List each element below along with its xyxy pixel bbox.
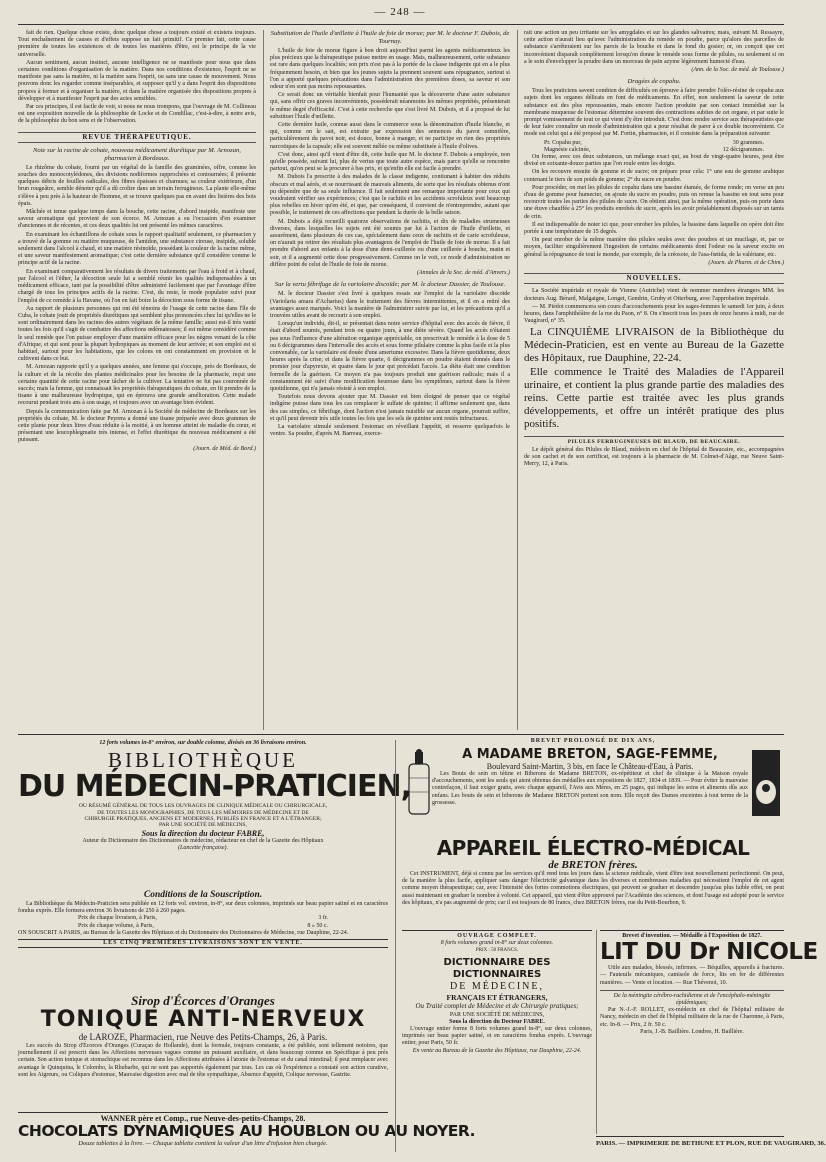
- prescription-dose: 30 grammes.: [732, 139, 764, 146]
- article-source: (Ann. de la Soc. de méd. de Toulouse.): [691, 67, 784, 74]
- conditions-title: Conditions de la Souscription.: [143, 890, 263, 900]
- price-value: 8 » 50 c.: [307, 922, 328, 929]
- dict-subtitle: DE MÉDECINE,: [450, 980, 544, 992]
- bibliotheque-ad: [18, 740, 411, 890]
- livraisons-notice: LES CINQ PREMIÈRES LIVRAISONS SONT EN VENTE.: [18, 939, 388, 948]
- ad-column-divider: [596, 930, 597, 1134]
- meningite-text: Par N.-J.-F. ROLLET, ex-médecin en chef de l'hôpital militaire de Nancy, médecin en chef de l'hôpital militaire de la rue de Charonne, à Paris, etc. In-8. — Prix, 2 fr. 50 c.: [600, 1007, 784, 1028]
- ad-volume-note: 12 forts volumes in-8° environ, sur double colonne, divisés en 36 livraisons environ.: [99, 740, 307, 746]
- article-paragraph: En examinant les échantillons de cohate sous le rapport qualitatif seulement, ce pharmacien y a trouvé de la gomme ou matière muqueuse, de l'amidon, une substance cireuse, insipide, soluble seulement dans l'alcool à chaud, et une matière résinoïde, possédant la couleur de la racine même, et une saveur manifestement aromatique; c'est cette dernière substance qu'il considère comme le principe actif de la racine.: [18, 231, 256, 267]
- price-row: [18, 923, 388, 930]
- article-paragraph: Mâchée et tenue quelque temps dans la bouche, cette racine, d'abord insipide, manifeste une saveur aromatique qui provient de son écorce. M. Arnozan a eu l'occasion d'en examiner d'anciennes et de récentes, et ces deux qualités lui ont présenté les mêmes caractères.: [18, 209, 256, 230]
- dict-origin: FRANÇAIS ET ÉTRANGERS,: [446, 992, 548, 1002]
- news-paragraph: — M. Piédot commencera son cours d'accouchements pour les sages-femmes le samedi 1er juin, à deux heures, dans l'amphithéâtre de la rue du Paon, n° 8. On s'inscrit tous les jours de onze heures à midi, rue de Vaugirard, n° 35.: [524, 303, 784, 325]
- pilules-paragraph: Le dépôt général des Pilules de Blaud, médecin en chef de l'hôpital de Beaucaire, etc., accompagnées de son cachet et de son certificat, est toujours à la pharmacie de M. Colmet-d'Aâge, rue Neuve Saint-Merry, 12, à Paris.: [524, 446, 784, 467]
- breton-name: A MADAME BRETON, SAGE-FEMME,: [462, 747, 718, 762]
- sirop-text: Les succès du Sirop d'Écorces d'Oranges (Curaçao de Hollande), dont la formule, toujours constante, a été publiée, sont tellement notoires, que journellement il est prescrit dans les Affections nerveuses vagues comme un puissant auxiliaire, et dans beaucoup comme un Spécifique à peu près certain. Son action tonique et stomachique est reconnue dans les Affections attribuées à l'atonie de l'estomac et du canal intestinal; il peut remplacer avec avantage le Quinquina, le Colombo, la Rhubarbe, qui ne sont pas supportés également par tous. Les cas où l'expérience a constaté son action curative, sont les Aigreurs, ou Coliques d'estomac, Mauvaise digestion avec mal de tête sympathique, Absence d'appétit, Colique nerveuse, Gastrite.: [18, 1043, 388, 1078]
- sirop-ad: [18, 994, 388, 1114]
- header-rule: [18, 24, 784, 25]
- lit-text: Utile aux malades, blessés, infirmes. — Béquilles, appareils à fractures. — Fauteuils mécaniques, camisole de force, lits en fer de différentes manières. — Vente et location. — Rue Thévenot, 10.: [600, 965, 784, 986]
- meningite-publisher: Paris, J.-B. Baillière. Londres, H. Baillière.: [640, 1028, 744, 1035]
- article-paragraph: Depuis la communication faite par M. Arnozan à la Société de médecine de Bordeaux sur les propriétés du cohate, M. le docteur Peyrera a donné une tisane préparée avec deux grammes de cette plante pour deux litres d'eau réduite à la moitié, à un homme atteint de maladie du cœur, et présentant une leucophlegmatie très intense, et l'effet diurétique du nouveau médicament a été puissant.: [18, 408, 256, 444]
- article-paragraph: Cette dernière huile, connue aussi dans le commerce sous la dénomination d'huile blanche, et qui, comme on le sait, est extraite par expression des semences du pavot somnifère, particulièrement du pavot noir, est douce, bonne à manger, et ne participe en rien des propriétés narcotiques de la capsule; elle est souvent mêlée ou même substituée à l'huile d'olives.: [270, 122, 510, 150]
- lit-brevet: Brevet d'invention. — Médaille à l'Exposition de 1827.: [622, 933, 762, 939]
- dict-traite: Ou Traité complet de Médecine et de Chirurgie pratiques;: [415, 1001, 579, 1010]
- article-paragraph: L'huile de foie de morue figure à bon droit aujourd'hui parmi les agents médicamenteux les plus précieux que la thérapeutique puisse mettre en usage. Mais, malheureusement, cette substance est rare dans quelques localités; son prix n'est pas à la portée de la classe indigente qui en a le plus fréquemment besoin, et bien que les jeunes sujets la prennent souvent sans répugnance, surtout si l'on a apporté quelques précautions dans l'administration des premières doses, sa saveur et son odeur n'en sont pas moins repoussantes.: [270, 48, 510, 91]
- ad-lancette: (Lancette française).: [178, 845, 228, 852]
- column-divider: [517, 30, 518, 730]
- article-paragraph: Toutefois nous devons ajouter que M. Dassier est bien éloigné de penser que ce végétal indigène puisse dans tous les cas remplacer le sulfate de quinine; il affirme seulement que, dans des cas simples, ce fébrifuge, dont l'action n'est jamais nuisible sur aucun organe, pourrait suffire, et qu'il peut devenir très utile toutes les fois que les sels de quinine sont restés infructueux.: [270, 394, 510, 422]
- price-row: [18, 915, 388, 922]
- article-title: Dragées de copahu.: [627, 78, 681, 86]
- article-source: (Annales de la Soc. de méd. d'Anvers.): [416, 270, 510, 277]
- article-paragraph: On les recouvre ensuite de gomme et de sucre; on prépare pour cela: 1° une eau de gomme arabique contenant le tiers de son poids de gomme; 2° du sucre en poudre.: [524, 169, 784, 183]
- article-paragraph: Il est indispensable de noter ici que, pour enrober les pilules, la bassine dans laquelle on opère doit être portée à une température de 15 degrés.: [524, 221, 784, 236]
- breton-ad: [402, 738, 784, 838]
- column-divider: [263, 30, 264, 730]
- dict-volumes: 8 forts volumes grand in-8° sur deux colonnes.: [440, 940, 554, 947]
- article-paragraph: La variolaire stimule seulement l'estomac en réveillant l'appétit, et resserre quelquefois le ventre. Sa poudre, d'après M. Barreau, exerce-: [270, 423, 510, 438]
- bout-de-sein-icon: [750, 748, 782, 818]
- chocolat-text: Douze tablettes à la livre. — Chaque tablette contient la valeur d'un litre d'infusion bien chargée.: [78, 1140, 328, 1147]
- philosophy-paragraph: Aucun sentiment, aucun instinct, aucune intelligence ne se manifeste pour nous que dans certaines conditions d'organisation de la matière. Dans nos conditions d'existence, l'esprit ne se manifeste pas sans la matière, ni la matière sans l'esprit, ou sans une cause de mouvement. Nous pouvons donc les regarder comme inséparables, et supposer qu'il y a dans l'esprit des dispositions propres à former et à organiser la matière, et dans la matière organisée des dispositions propres à développer et à manifester l'esprit par des actes sensibles.: [18, 59, 256, 102]
- appareil-maker: de BRETON frères.: [548, 859, 638, 871]
- meningite-title: De la méningite cérébro-rachidienne et de l'encéphalo-méningite épidémiques;: [600, 990, 784, 1007]
- prescription-item: Magnésie calcinée,: [544, 146, 591, 153]
- price-label: Prix de chaque livraison, à Paris,: [78, 915, 157, 922]
- article-paragraph: M. Dubois a déjà recueilli quatorze observations de rachitis, et dix de maladies strumeuses diverses, dans lesquelles les sujets ont été soumis par lui à l'action de l'huile d'œillette, et assurément, dans plusieurs de ces cas, spécialement dans ceux de rachitis et de carie scrofuleuse, on n'aurait pu retirer des résultats plus avantageux de l'emploi de l'huile de foie de morue. Il a fait prendre d'abord aux enfants à la dose d'une demi-cuillerée ou d'une cuillerée à bouche, matin et soir, et il a augmenté cette dose progressivement. Comme on le voit, ce mode d'administration ne diffère point de celui de l'huile de foie de morue.: [270, 218, 510, 268]
- article-paragraph: Tous les praticiens savent combien de difficultés on éprouve à faire prendre l'oléo-résine de copahu aux sujets dont les organes délicats en font de médicaments. En effet, non seulement la saveur de cette substance est des plus repoussantes, mais encore l'action produite par son contact immédiat sur la membrane muqueuse de l'estomac détermine souvent des contractions subites de cet organe, et par suite le prompt vomissement de tout ce qui vient d'y être introduit. C'est donc rendre service aux thérapeutistes que de leur faire connaître un mode d'administration qui a pour résultat de parer à ce double inconvénient. Ce mode est celui qui a été proposé par M. Fortin, pharmacien, et il consiste dans la préparation suivante:: [524, 88, 784, 138]
- dict-direction: Sous la direction du Docteur FABRE.: [449, 1018, 545, 1025]
- breton-text: Les Bouts de sein en tétine et Biberons de Madame BRETON, ex-répétiteur et chef de clinique à la Maison royale d'accouchements, sont les seuls qui aient obtenus des médailles aux expositions de 1827, 1834 et 1839. — Pour éviter la mauvaise contrefaçon, il faut exiger gratis, avec chaque appareil, l'Avis aux Mères, en 25 pages, qui indique les soins et aliments dûs aux enfans. Les bouts de sein et biberons de Madame BRETON portent son nom. Elle reçoit des Dames enceintes à tout terme de la grossesse.: [432, 771, 748, 806]
- ad-author: Auteur du Dictionnaire des Dictionnaires de médecine, rédacteur en chef de la Gazette des Hôpitaux: [82, 837, 324, 844]
- ad-title-medecin-praticien: DU MÉDECIN-PRATICIEN,: [18, 769, 411, 805]
- article-paragraph: Ce serait donc un véritable bienfait pour l'humanité que la découverte d'une autre substance qui, sans offrir ces graves inconvénients, posséderait néanmoins les mêmes propriétés, présenterait le même degré d'efficacité. C'est à cette recherche que s'est livré M. Dubois, et il a proposé de lui substituer l'huile d'œillette.: [270, 92, 510, 120]
- philosophy-paragraph: Par ces principes, il est facile de voir, si nous ne nous trompons, que l'ouvrage de M. Collineau est une exposition nouvelle de la philosophie de Locke et de Condillac, c'est-à-dire, à notre avis, de la philosophie du bon sens et de l'observation.: [18, 104, 256, 125]
- article-paragraph: C'est donc, ainsi qu'il vient d'être dit, cette huile que M. le docteur F. Dubois a employée, non qu'elle possède, suivant lui, plus de vertus que toute autre espèce, mais parce qu'elle se rencontre partout, qu'on peut se la procurer à bas prix, et qu'enfin elle est facile à prendre.: [270, 151, 510, 173]
- article-paragraph: Au rapport de plusieurs personnes qui ont été témoins de l'usage de cette racine dans l'île de Cuba, le cohate jouit de propriétés diurétiques qui semblent plus prononcées chez lui qu'elles ne le sont ordinairement dans les racines des autres végétaux de la même famille; aussi est-il très vanté toutes les fois qu'il s'agit de combattre des affections œdémateuses; il est même considéré comme le seul remède que l'on puisse employer d'une manière efficace pour les nègres venant de la côte d'Afrique, et qui sont pour la plupart hydropiques au moment de leur arrivée; et son emploi est si habituel, surtout pour les habitations, que les colons en ont constamment en provision et le cultivent dans ce but.: [18, 305, 256, 363]
- biberon-icon: [406, 748, 432, 818]
- dict-vente: En vente au Bureau de la Gazette des Hôpitaux, rue Dauphine, 22-24.: [412, 1047, 582, 1054]
- article-paragraph: M. Dubois l'a prescrite à des malades de la classe indigente, contiunant à habiter des réduits obscurs et mal aérés, et se nourrissant de mauvais aliments, de sorte que les résultats obtenus n'ont pu dépendre que de sa seule influence. Il fait seulement une remarque importante pour ceux qui voudraient vérifier ses expériences; c'est que le rachitis et les accidents scrofuleux sont beaucoup plus rebelles en hiver qu'en été, et que, par conséquent, il convient de n'entreprendre, autant que possible, le traitement de ces affections que pendant la durée de la belle saison.: [270, 174, 510, 217]
- article-paragraph: M. le docteur Dassier s'est livré à quelques essais sur l'emploi de la variolaire discoïde (Variolaria amara d'Acharius) dans le traitement des fièvres intermittentes, et il en a retiré des avantages assez marqués. Voici la manière de l'administrer suivie par lui, et les précautions qu'il a trouvées utiles avant de recourir à son emploi.: [270, 291, 510, 319]
- article-paragraph: M. Arnozan rapporte qu'il y a quelques années, une femme qui s'occupe, près de Bordeaux, de la culture et de la récolte des plantes médicinales pour les besoins de la pharmacie, reçut une certaine quantité de cette racine pour tâcher de la cultiver. La tentative ne fut pas couronnée de succès; mais la femme, qui connaissait les propriétés thérapeutiques du cohate, en fit prendre de la tisane à une malheureuse hydropique, qui en éprouva une grande amélioration. Cette malade recourut pendant trois ans à son usage, et toujours avec un avantage bien évident.: [18, 364, 256, 407]
- ad-title-bibliotheque: BIBLIOTHÈQUE: [108, 748, 298, 773]
- livraison-notice: Elle commence le Traité des Maladies de l'Appareil urinaire, et contient la plus grande partie des maladies des reins. Cette partie est traitée avec les plus grands développements, et offre un intérêt pratique des plus positifs.: [524, 366, 784, 431]
- dict-complete: OUVRAGE COMPLET.: [457, 933, 537, 939]
- footer: [596, 1136, 826, 1155]
- ad-subtitle: PAR UNE SOCIÉTÉ DE MÉDECINS,: [159, 822, 247, 829]
- article-paragraph: rait une action un peu irritante sur les amygdales et sur les glandes salivaires; mais, suivant M. Ressayre, cette action n'aurait lieu qu'avec l'administration du remède en poudre, parce qu'alors des parcelles de substance s'arrêteraient sur les parois de la bouche et dans le fond du gosier; or, on conçoit que cet inconvénient disparaît complètement lorsqu'on donne le remède sous forme de pilules, ou seulement si on a le soin d'envelopper la poudre dans un morceau de pain azyme légèrement humecté d'eau.: [524, 30, 784, 65]
- article-title: Substitution de l'huile d'œillette à l'huile de foie de morue; par M. le docteur F. Dubois, de Tournay.: [270, 30, 510, 45]
- ad-subtitle: OU RÉSUMÉ GÉNÉRAL DE TOUS LES OUVRAGES DE CLINIQUE MÉDICALE OU CHIRURGICALE,: [78, 803, 328, 810]
- prescription-dose: 12 décigrammes.: [722, 146, 764, 153]
- article-paragraph: On forme, avec ces deux substances, un mélange exact qui, au bout de vingt-quatre heures, peut être divisé en soixante-douze parties que l'on roule entre les doigts.: [524, 154, 784, 168]
- sirop-headline: TONIQUE ANTI-NERVEUX: [40, 1007, 366, 1032]
- conditions-text: La Bibliothèque du Médecin-Praticien sera publiée en 12 forts vol. environ, in-8°, sur deux colonnes, imprimés sur beau papier satiné et en caractères fondus exprès. Elle formera environ 36 livraisons de 250 à 260 pages.: [18, 901, 388, 915]
- news-paragraph: La Société impériale et royale de Vienne (Autriche) vient de nommer membres étrangers MM. les docteurs Aug. Bérard, Malgaigne, Longet, Gendrin, Gruby et Otterburg, avec l'approbation impériale.: [524, 288, 784, 302]
- dict-society: PAR UNE SOCIÉTÉ DE MÉDECINS,: [449, 1011, 545, 1018]
- breton-ad-body: [432, 747, 748, 807]
- printer-imprint: PARIS. — IMPRIMERIE DE BETHUNE ET PLON, RUE DE VAUGIRARD, 36.: [596, 1140, 826, 1147]
- pilules-title: PILULES FERRUGINEUSES DE BLAUD, DE BEAUCAIRE.: [524, 436, 784, 446]
- prescription-line: [524, 140, 784, 147]
- article-column-2: [270, 30, 510, 730]
- ad-direction: Sous la direction du docteur FABRE,: [141, 828, 265, 838]
- lit-ad: [600, 930, 818, 1135]
- sirop-address: de LAROZE, Pharmacien, rue Neuve des Petits-Champs, 26, à Paris.: [78, 1032, 328, 1042]
- page-number: — 248 —: [374, 6, 426, 18]
- ad-subtitle: DE TOUTES LES MONOGRAPHIES, DE TOUS LES MÉMOIRES DE MÉDECINE ET DE: [97, 809, 309, 816]
- ad-subtitle: CHIRURGIE PRATIQUES, ANCIENS ET MODERNES, PUBLIÉS EN FRANCE ET A L'ÉTRANGER;: [84, 816, 322, 823]
- section-heading: REVUE THÉRAPEUTIQUE.: [18, 132, 256, 143]
- philosophy-paragraph: fait de rien. Quelque chose existe, donc quelque chose a toujours existé et existera toujours. Tout enchaînement de causes et d'effets suppose un fait primitif. Ce premier fait, cette cause première de toutes les existences et de toutes les manières d'être, est le principe de la vie universelle.: [18, 30, 256, 58]
- bibliotheque-conditions: [18, 890, 388, 990]
- sirop-title: Sirop d'Écorces d'Oranges: [131, 993, 275, 1008]
- appareil-title: APPAREIL ÉLECTRO-MÉDICAL: [436, 836, 750, 860]
- article-paragraph: Lorsqu'un individu, dit-il, se présentait dans notre service d'hôpital avec des accès de fièvre, il était d'abord soumis, pendant trois ou quatre jours, à une diète sévère. Quand les accès n'étaient pas sous l'influence d'une altération organique appréciable, on prescrivait le remède à la dose de 5 ou 6 décigrammes dans l'intervalle des accès et sous forme pilulaire comme la plus facile et la plus convenable, car la variolaire est douée d'une amertume excessive. Dans la fièvre quotidienne, deux heures après la crise; et dans la fièvre quarte, 6 décigrammes en poudre étaient donnés dans le premier jour d'apyrexie, et quatre dans le jour qui précédait l'accès. La diète était une condition formelle de la guérison. Ce moyen n'a pas toujours produit une guérison radicale; mais il a constamment été suivi d'une modification heureuse dans les symptômes, surtout dans la fièvre quotidienne, qui n'a jamais résisté à son emploi.: [270, 321, 510, 392]
- article-source: (Journ. de Méd. de Bord.): [193, 445, 256, 452]
- dict-title: DICTIONNAIRE DES DICTIONNAIRES: [443, 956, 551, 980]
- appareil-ad: [402, 838, 784, 928]
- breton-brevet: BREVET PROLONGÉ DE DIX ANS,: [530, 738, 656, 744]
- article-paragraph: Pour procéder, on met les pilules de copahu dans une bassine étamée, de forme ronde; on verse un peu d'eau de gomme pour humecter, on ajoute du sucre en poudre, puis on remue la bassine en tout sens pour recouvrir toutes les parties des pilules de sucre. On obtient ainsi, par la même opération, puis on porte dans une étuve chauffée à 25° les produits enrobés de sucre, après les avoir préalablement disposés sur un tamis de crin.: [524, 184, 784, 220]
- lit-title: LIT DU Dr NICOLE: [600, 939, 818, 966]
- section-heading: NOUVELLES.: [524, 273, 784, 284]
- chocolat-headline: CHOCOLATS DYNAMIQUES AU HOUBLON OU AU NOYER.: [18, 1122, 476, 1140]
- prescription-item: Pr. Copahu pur,: [544, 139, 582, 146]
- dictionnaire-ad: [402, 930, 592, 1155]
- article-source: (Journ. de Pharm. et de Chim.): [708, 259, 784, 266]
- dict-price: PRIX : 50 FRANCS.: [475, 948, 519, 954]
- chocolat-ad: [18, 1112, 476, 1154]
- article-paragraph: On peut enrober de la même manière des pilules seules avec des poudres et un mucilage, et, par ce moyen, faciliter singulièrement l'ingestion de certains médicaments dont l'odeur ou la saveur excite en général la répugnance de tout le monde, par exemple, de la créosote, de l'asa-fœtida, de la valériane, etc.: [524, 237, 784, 258]
- breton-address: Boulevard Saint-Martin, 3 bis, en face le Château-d'Eau, à Paris.: [486, 762, 694, 771]
- prescription-line: [524, 147, 784, 154]
- article-column-1: [18, 30, 256, 730]
- dict-text: L'ouvrage entier forme 8 forts volumes grand in-8°, sur deux colonnes, imprimés sur beau papier satiné, et en caractères fondus exprès. L'ouvrage entier, pour Paris, 50 fr.: [402, 1026, 592, 1047]
- livraison-notice: La CINQUIÈME LIVRAISON de la Bibliothèque du Médecin-Praticien, est en vente au Bureau de la Gazette des Hôpitaux, rue Dauphine, 22-24.: [524, 326, 784, 365]
- article-paragraph: En examinant comparativement les résultats de divers traitements par l'eau à froid et à chaud, par l'alcool et l'éther, la décoction seule lui a semblé réunir les qualités indispensables à un médicament efficace, tant par la possibilité d'être administré facilement que par l'avantage d'être chargé de tous les principes actifs de la racine. C'est, du reste, le mode populaire suivi pour l'emploi de ce remède à la Havane, où l'on en fait boire la décoction sous forme de tisane.: [18, 268, 256, 304]
- article-column-3: [524, 30, 784, 730]
- article-paragraph: Le rhizôme du cohate, fourni par un végétal de la famille des graminées, offre, comme les souches des monocotylédones, des divisions nodiformes rapprochées et contournées; il présente quelques débris de feuilles radicales, des fibres épaisses et charnues; sa couleur extérieure, d'un brun rougeâtre, semble dénoter qu'il a dû croître dans un terrain ferrugineux. La plante elle-même s'élève à peu près à la hauteur de l'homme, et se trouve quelques pas en avant des lisières des bois épais.: [18, 164, 256, 207]
- chocolat-maker: WANNER père et Comp., rue Neuve-des-petits-Champs, 28.: [18, 1112, 388, 1123]
- article-title: Sur la vertu fébrifuge de la variolaire discoïde; par M. le docteur Dassier, de Toulouse.: [274, 281, 506, 289]
- subscription-note: ON SOUSCRIT A PARIS, au Bureau de la Gazette des Hôpitaux et du Dictionnaire des Dictionnaires de Médecine, rue Dauphine, 22-24.: [18, 929, 349, 936]
- price-label: Prix de chaque volume, à Paris,: [78, 922, 154, 929]
- appareil-text: Cet INSTRUMENT, déjà si connu par les services qu'il rend tous les jours dans la science médicale, vient d'être tout nouvellement perfectionné. On peut, de la manière la plus facile, appliquer sans danger l'électricité galvanique dans les diverses et nombreuses maladies qui nécessitent l'emploi de cet agent comme moyen thérapeutique; car, avec l'intensité des fortes commotions électriques, qui peuvent se graduer et descendre jusqu'au plus faible effet, on peut aussi maintenant en graduer le nombre à volonté. Cet appareil, qui vient d'être approuvé par l'Académie des sciences, et dont l'usage est adopté pour le service des hôpitaux, n'a pas augmenté de prix; car il est toujours de 80 francs, chez BRETON frères, rue du Petit-Bourbon, 9.: [402, 871, 784, 906]
- article-title: Note sur la racine de cohate, nouveau médicament diurétique par M. Arnozan, pharmacien à Bordeaux.: [33, 146, 241, 162]
- ads-separator: [18, 734, 784, 735]
- price-value: 3 fr.: [318, 915, 328, 922]
- ad-column-divider: [395, 740, 396, 1152]
